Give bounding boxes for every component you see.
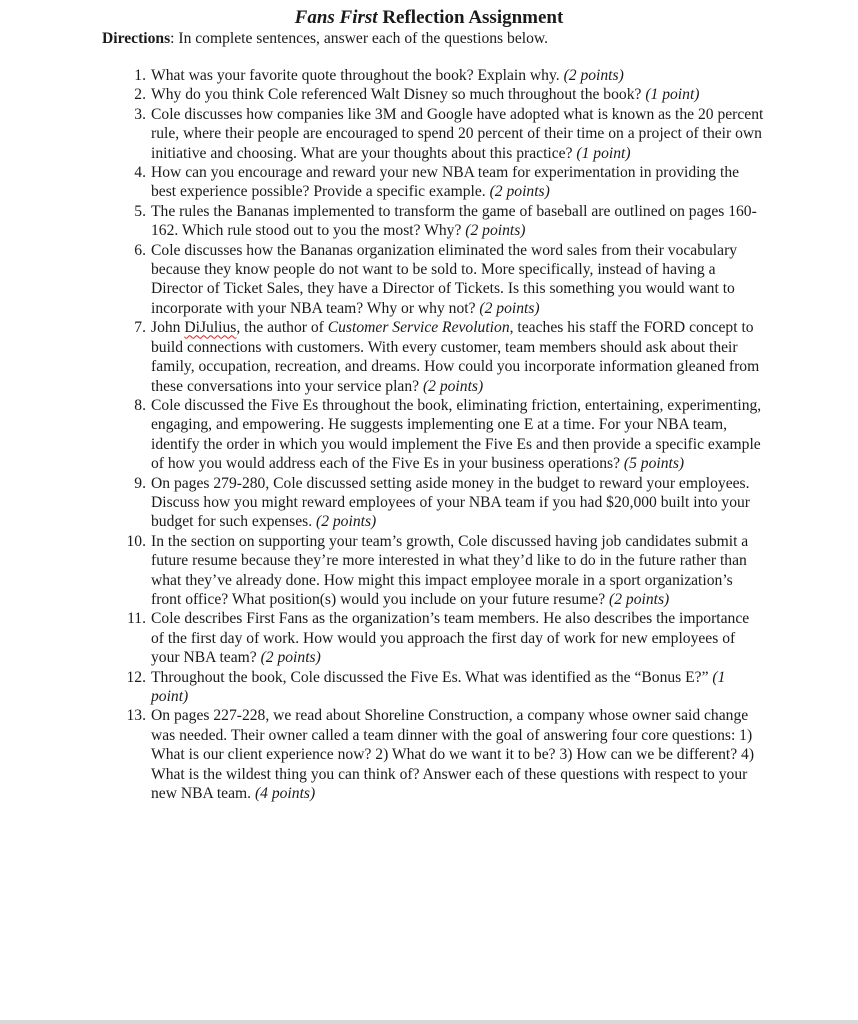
question-number: 7.: [134, 319, 146, 337]
question-points: (2 points): [260, 649, 321, 667]
question-number: 13.: [126, 707, 146, 725]
question-text: How can you encourage and reward your new NBA team for experimentation in providing the best experience possible? Provide a specific example.: [151, 164, 740, 201]
question-item: [116, 609, 766, 667]
question-list: [116, 66, 766, 803]
question-number: 6.: [134, 241, 146, 259]
question-number: 9.: [134, 474, 146, 492]
question-text: Cole discusses how the Bananas organization eliminated the word sales from their vocabulary because they know people do not want to be sold to. More specifically, instead of having a Director of Ticket Sales, they have a Director of Tickets. Is this something you would want to incorporate with your NBA team? Why or why not?: [151, 241, 738, 317]
question-item: [116, 474, 766, 532]
question-text: The rules the Bananas implemented to transform the game of baseball are outlined on pages 160-162. Which rule stood out to you the most? Why?: [151, 202, 757, 240]
question-pre: John: [151, 319, 185, 337]
directions-label: Directions: [102, 30, 171, 47]
question-text: On pages 227-228, we read about Shoreline Construction, a company whose owner said change was needed. Their owner called a team dinner with the goal of answering four core questions: 1) What is our client experience now? 2) What do we want it to be? 3) How can we be different? 4) What is the wildest thing you can think of? Answer each of these questions with respect to your new NBA team.: [151, 707, 755, 803]
question-item: [116, 202, 766, 241]
page-title: [0, 6, 858, 30]
question-item: [116, 85, 766, 104]
question-points: (2 points): [316, 513, 377, 531]
question-points: (1 point): [645, 86, 700, 104]
question-points: (2 points): [479, 299, 540, 317]
book-title: Fans First: [294, 7, 378, 28]
question-number: 8.: [134, 396, 146, 414]
question-number: 10.: [126, 532, 146, 550]
question-text: In the section on supporting your team’s growth, Cole discussed having job candidates submit a future resume because they’re more interested in what they’d like to do in the future rather than what they’ve already done. How might this impact employee morale in a sport organization’s front office? What position(s) would you include on your future resume?: [151, 532, 749, 608]
question-points: (2 points): [489, 183, 550, 201]
question-points: (4 points): [254, 785, 316, 803]
book-reference: Customer Service Revolution: [327, 319, 510, 337]
directions-text: : In complete sentences, answer each of the questions below.: [170, 30, 549, 47]
question-points: (2 points): [465, 222, 526, 240]
spellcheck-word[interactable]: DiJulius: [184, 319, 237, 337]
question-points: (2 points): [609, 590, 670, 608]
question-text: What was your favorite quote throughout the book? Explain why.: [151, 67, 564, 84]
question-text: , teaches his staff the FORD concept to build connections with customers. With every customer, team members should ask about their family, occupation, recreation, and dreams. How could you incorporate information gleaned from these conversations into your service plan?: [151, 319, 760, 395]
directions: [102, 29, 548, 49]
question-number: 11.: [127, 610, 146, 628]
question-item: [116, 163, 766, 202]
question-number: 1.: [134, 67, 146, 84]
question-text: Cole discusses how companies like 3M and Google have adopted what is known as the 20 percent rule, where their people are encouraged to spend 20 percent of their time on a project of their own initiative and choosing. What are your thoughts about this practice?: [151, 105, 764, 162]
question-item: [116, 241, 766, 319]
question-number: 5.: [134, 202, 146, 220]
question-text: On pages 279-280, Cole discussed setting aside money in the budget to reward your employees. Discuss how you might reward employees of your NBA team if you had $20,000 built into your budget for such expenses.: [151, 474, 750, 531]
question-points: (2 points): [563, 67, 624, 84]
question-points: (1 point): [576, 144, 631, 162]
question-item: [116, 105, 766, 163]
question-number: 4.: [134, 164, 146, 182]
question-number: 2.: [134, 86, 146, 104]
question-item: [116, 532, 766, 610]
question-item: [116, 396, 766, 474]
question-item: [116, 668, 766, 707]
question-points: (2 points): [422, 377, 484, 395]
question-number: 3.: [134, 105, 146, 123]
question-item: [116, 66, 766, 85]
question-points: (5 points): [623, 455, 685, 473]
question-text: Cole describes First Fans as the organization’s team members. He also describes the importance of the first day of work. How would you approach the first day of work for new employees of your NBA team?: [151, 610, 750, 667]
question-text: Cole discussed the Five Es throughout the book, eliminating friction, entertaining, experimenting, engaging, and empowering. He suggests implementing one E at a time. For your NBA team, identify the order in which you would implement the Five Es and then provide a specific example of how you would address each of the Five Es in your business operations?: [151, 396, 762, 473]
question-item: [116, 706, 766, 803]
question-item: [116, 318, 766, 396]
question-mid: , the author of: [236, 319, 328, 337]
title-suffix: Reflection Assignment: [377, 7, 564, 28]
question-text: Throughout the book, Cole discussed the Five Es. What was identified as the “Bonus E?”: [151, 668, 713, 686]
question-text: Why do you think Cole referenced Walt Disney so much throughout the book?: [151, 86, 646, 104]
question-number: 12.: [126, 668, 146, 686]
question-points: (1 point): [151, 668, 726, 705]
page-bottom-edge: [0, 1020, 858, 1024]
